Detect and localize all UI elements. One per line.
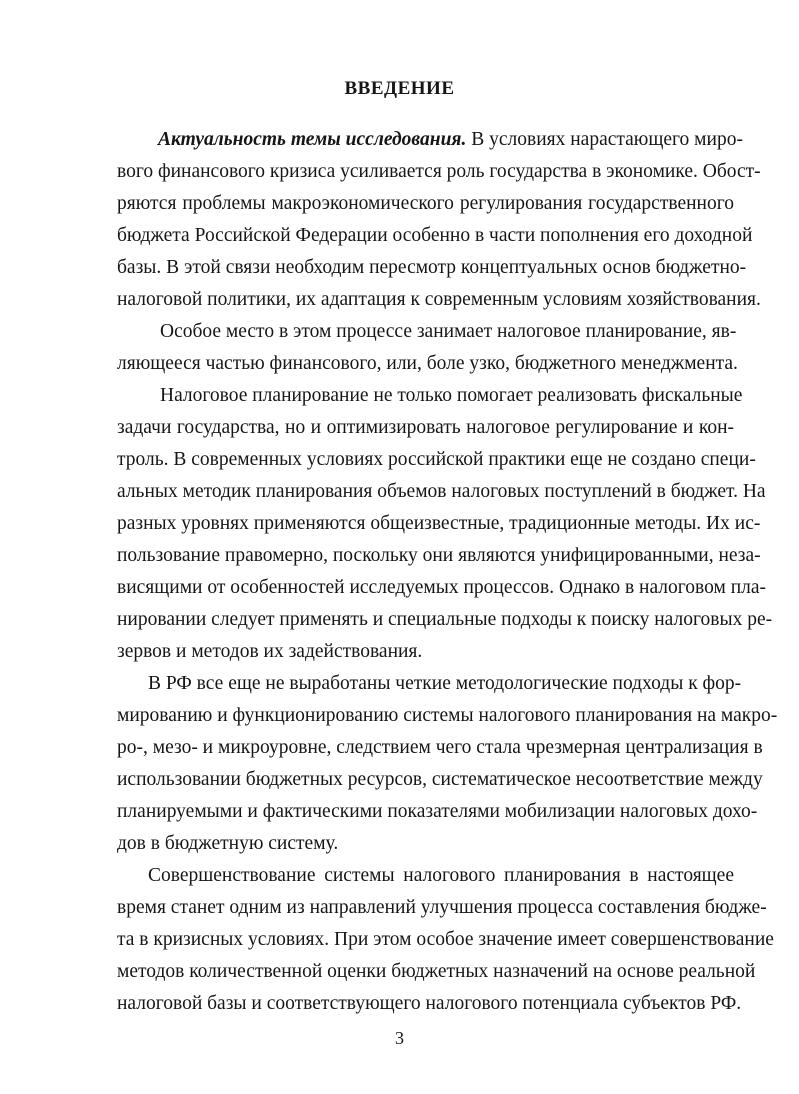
paragraph-3-line-7: висящими от особенностей исследуемых процессов. Однако в налоговом пла- (117, 577, 767, 598)
paragraph-1-line-2: вого финансового кризиса усиливается роль государства в экономике. Обост- (117, 161, 761, 182)
paragraph-5-line-1: Совершенствование системы налогового планирования в настоящее (148, 865, 734, 886)
paragraph-4-line-5: планируемыми и фактическими показателями мобилизации налоговых дохо- (117, 801, 758, 822)
paragraph-4-line-4: использовании бюджетных ресурсов, систематическое несоответствие между (117, 769, 763, 790)
paragraph-1-line-1 (158, 127, 743, 153)
paragraph-1-line-6: налоговой политики, их адаптация к современным условиям хозяйствования. (117, 289, 761, 310)
paragraph-1-line-3: ряются проблемы макроэкономического регулирования государственного (117, 193, 734, 214)
paragraph-1-line-5: базы. В этой связи необходим пересмотр концептуальных основ бюджетно- (117, 257, 747, 278)
paragraph-3-line-8: нировании следует применять и специальные подходы к поиску налоговых ре- (117, 609, 773, 630)
paragraph-1-line-4: бюджета Российской Федерации особенно в части пополнения его доходной (117, 225, 753, 246)
paragraph-2-line-2: ляющееся частью финансового, или, боле узко, бюджетного менеджмента. (117, 353, 738, 374)
paragraph-4-line-3: ро-, мезо- и микроуровне, следствием чего стала чрезмерная централизация в (117, 737, 763, 758)
paragraph-4-line-1: В РФ все еще не выработаны четкие методологические подходы к фор- (148, 673, 742, 694)
paragraph-5-line-5: налоговой базы и соответствующего налогового потенциала субъектов РФ. (117, 993, 742, 1014)
paragraph-1-emphasis: Актуальность темы исследования. (158, 129, 467, 150)
page-title: ВВЕДЕНИЕ (344, 78, 455, 99)
paragraph-5-line-3: та в кризисных условиях. При этом особое значение имеет совершенствование (117, 929, 774, 950)
paragraph-1-line-1-text: В условиях нарастающего миро- (466, 129, 743, 150)
paragraph-3-line-5: разных уровнях применяются общеизвестные, традиционные методы. Их ис- (117, 513, 761, 534)
paragraph-3-line-2: задачи государства, но и оптимизировать налоговое регулирование и кон- (117, 417, 734, 438)
paragraph-5-line-2: время станет одним из направлений улучшения процесса составления бюдже- (117, 897, 767, 918)
paragraph-3-line-3: троль. В современных условиях российской практики еще не создано специ- (117, 449, 756, 470)
paragraph-4-line-2: мированию и функционированию системы налогового планирования на макро- (117, 705, 778, 726)
paragraph-3-line-6: пользование правомерно, поскольку они являются унифицированными, неза- (117, 545, 761, 566)
paragraph-3-line-1: Налоговое планирование не только помогает реализовать фискальные (160, 385, 743, 406)
paragraph-3-line-4: альных методик планирования объемов налоговых поступлений в бюджет. На (117, 481, 766, 502)
page-number: 3 (395, 1028, 404, 1048)
paragraph-3-line-9: зервов и методов их задействования. (117, 641, 423, 662)
paragraph-2-line-1: Особое место в этом процессе занимает налоговое планирование, яв- (160, 321, 737, 342)
paragraph-5-line-4: методов количественной оценки бюджетных назначений на основе реальной (117, 961, 756, 982)
paragraph-4-line-6: дов в бюджетную систему. (117, 833, 339, 854)
